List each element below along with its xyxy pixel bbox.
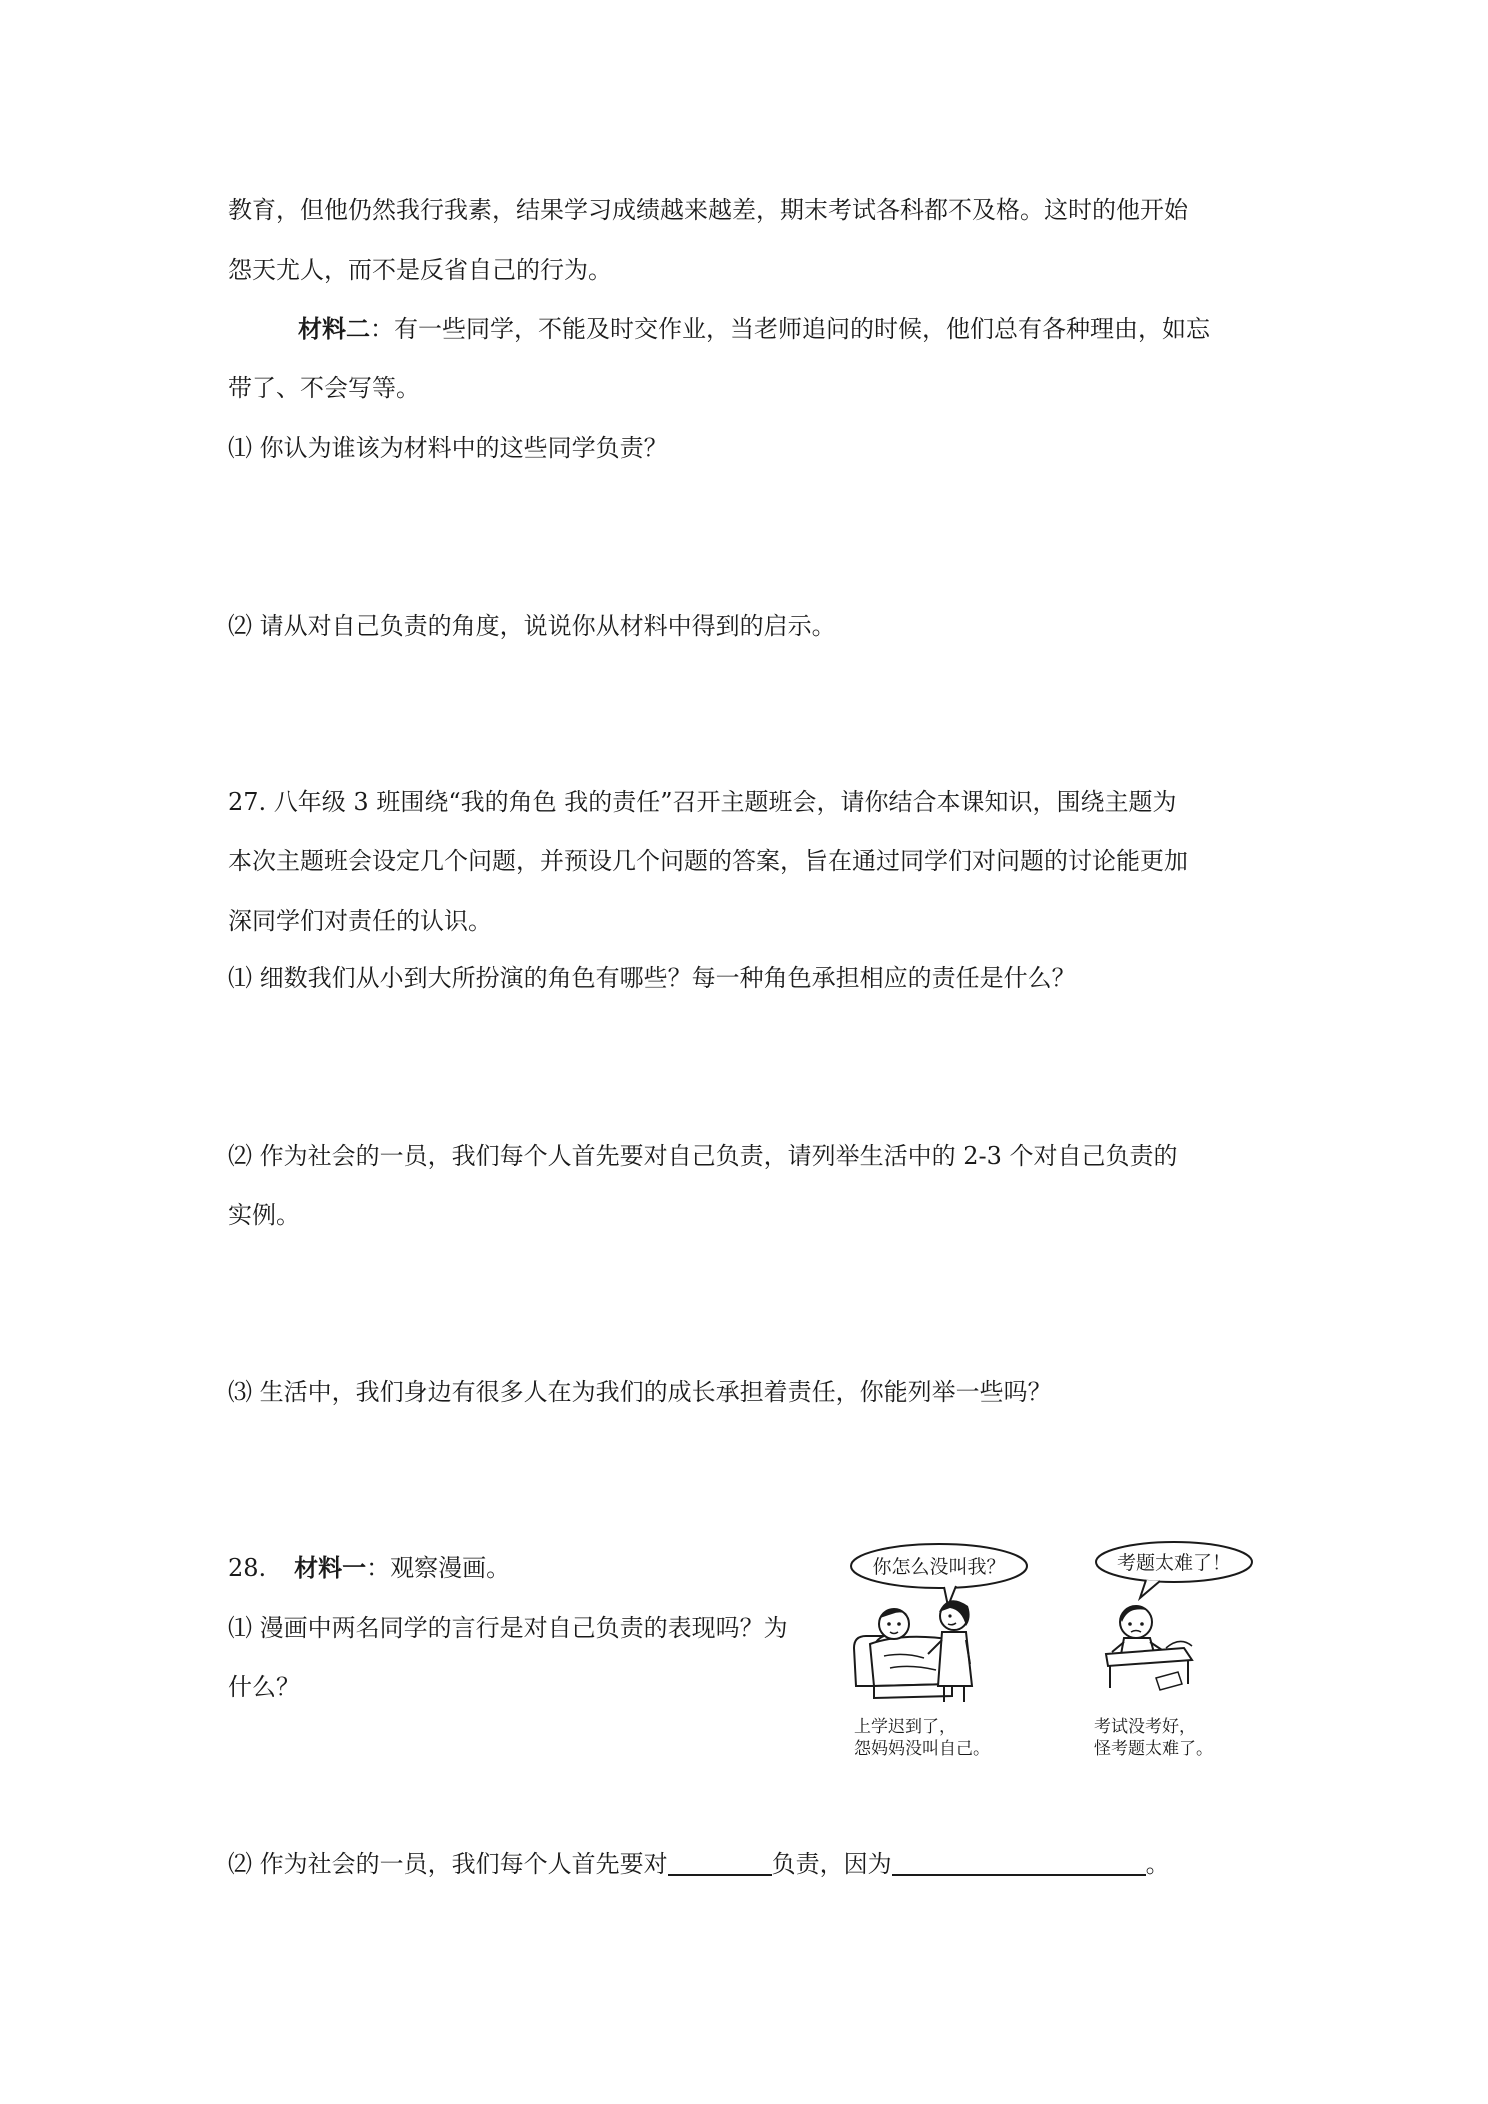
question-27-stem: 本次主题班会设定几个问题，并预设几个问题的答案，旨在通过同学们对问题的讨论能更加 [228,847,1188,875]
cartoon-illustration [844,1536,1264,1766]
material-two-label: 材料二 [298,314,370,343]
question-26-sub-2: ⑵ 请从对自己负责的角度，说说你从材料中得到的启示。 [228,612,836,640]
material-one-label: 材料一 [294,1553,367,1582]
question-28-stem [228,1552,510,1584]
left-bubble-text: 你怎么没叫我？ [872,1556,1006,1578]
question-27-sub-2: 实例。 [228,1201,300,1229]
material-two-line [298,313,1210,345]
material-two-text: ：有一些同学，不能及时交作业，当老师追问的时候，他们总有各种理由，如忘 [370,315,1210,343]
right-caption-line-2: 怪考题太难了。 [1094,1739,1213,1759]
question-27-sub-3: ⑶ 生活中，我们身边有很多人在为我们的成长承担着责任，你能列举一些吗？ [228,1378,1052,1406]
paragraph-line: 怨天尤人，而不是反省自己的行为。 [228,256,612,284]
question-28-sub-1: ⑴ 漫画中两名同学的言行是对自己负责的表现吗？为 [228,1614,788,1642]
sub-2-text: ⑵ 作为社会的一员，我们每个人首先要对 [228,1850,668,1878]
answer-blank-1[interactable] [668,1848,772,1876]
paragraph-line: 教育，但他仍然我行我素，结果学习成绩越来越差，期末考试各科都不及格。这时的他开始 [228,196,1188,224]
question-27-stem: 27. 八年级 3 班围绕“我的角色 我的责任”召开主题班会，请你结合本课知识，围绕主题为 [228,788,1177,816]
right-caption-line-1: 考试没考好， [1094,1717,1196,1737]
sub-2-text: 。 [1145,1850,1170,1878]
right-bubble-text: 考题太难了！ [1116,1552,1232,1574]
sub-2-text: 负责，因为 [771,1850,892,1878]
question-number: 28. [228,1554,267,1582]
question-27-sub-1: ⑴ 细数我们从小到大所扮演的角色有哪些？每一种角色承担相应的责任是什么？ [228,964,1076,992]
question-26-sub-1: ⑴ 你认为谁该为材料中的这些同学负责？ [228,434,668,462]
paragraph-line: 带了、不会写等。 [228,374,420,402]
student-at-desk-drawing [1106,1606,1192,1690]
question-27-stem: 深同学们对责任的认识。 [228,907,492,935]
answer-blank-2[interactable] [892,1848,1146,1876]
child-in-bed-drawing [879,1609,910,1639]
question-27-sub-2: ⑵ 作为社会的一员，我们每个人首先要对自己负责，请列举生活中的 2-3 个对自己负责的 [228,1142,1178,1170]
left-caption-line-1: 上学迟到了， [854,1717,956,1737]
question-28-sub-2 [228,1848,1170,1880]
left-caption-line-2: 怨妈妈没叫自己。 [854,1739,990,1759]
question-28-sub-1: 什么？ [228,1673,300,1701]
material-one-text: ：观察漫画。 [366,1554,511,1582]
